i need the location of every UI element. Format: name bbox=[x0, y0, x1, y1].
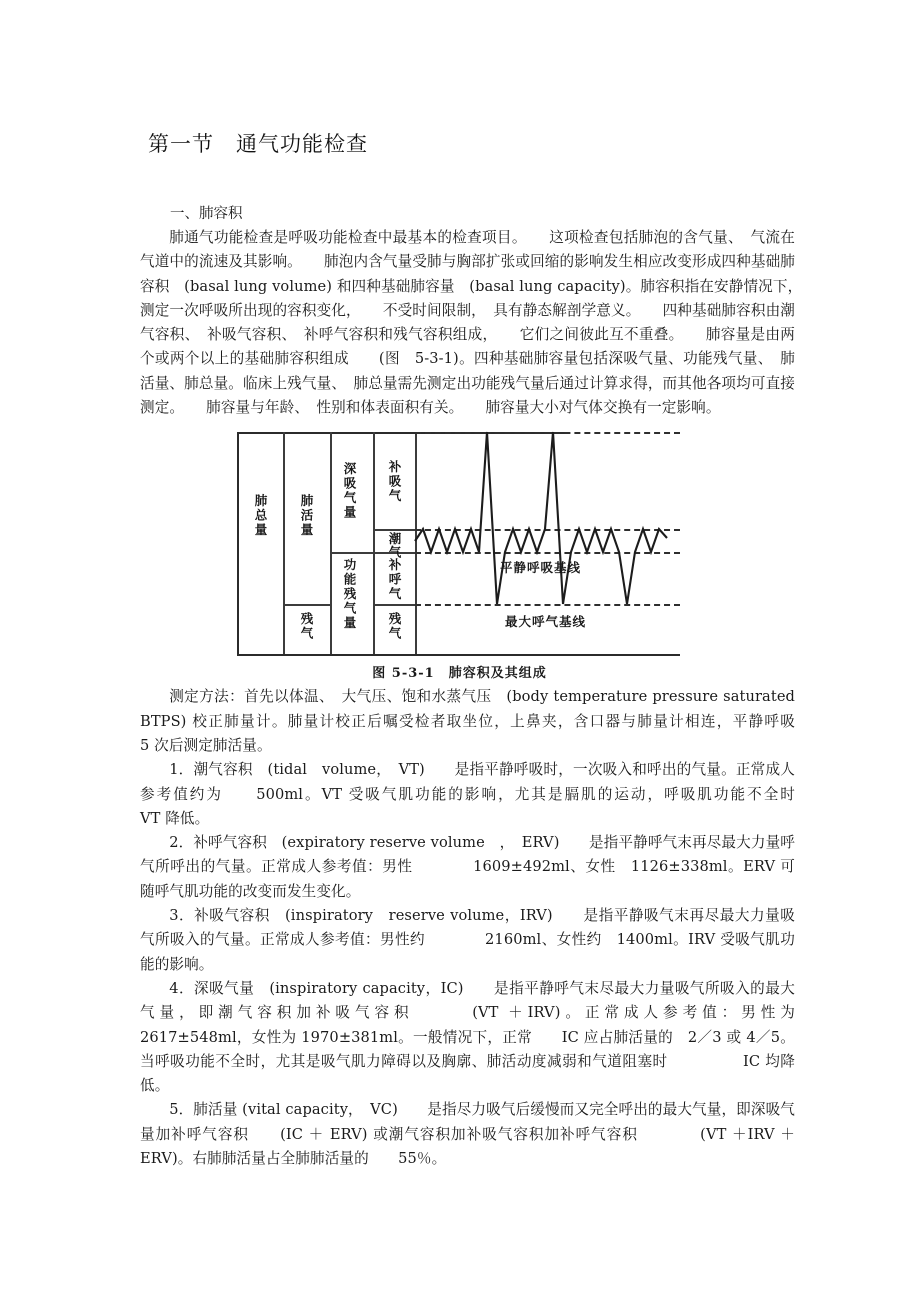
label-expiratory-reserve: 补呼气 bbox=[387, 558, 402, 602]
label-residual-volume-col4: 残气 bbox=[387, 612, 402, 642]
paragraph-item-3: 3．补吸气容积 (inspiratory reserve volume，IRV) 是指平静吸气末再尽最大力量吸气所吸入的气量。正常成人参考值：男性约 2160ml、女性约 1400ml。IRV 受吸气肌功能的影响。 bbox=[140, 907, 795, 973]
label-residual-volume-col2: 残气 bbox=[299, 612, 314, 642]
page-title: 第一节 通气功能检查 bbox=[148, 132, 368, 156]
label-total-lung-capacity: 肺总量 bbox=[253, 494, 268, 538]
figure-frame bbox=[237, 428, 682, 660]
paragraph-item-4: 4．深吸气量 (inspiratory capacity，IC) 是指平静呼气末尽最大力量吸气所吸入的最大气量，即潮气容积加补吸气容积 (VT ＋IRV)。正常成人参考值：男性为 2617±548ml，女性为 1970±381ml。一般情况下，正常 IC 应占肺活量的 2／3 或 4／5。当呼吸功能不全时，尤其是吸气肌力障碍以及胸廓、肺活动度减弱和气道阻塞时 IC 均降低。 bbox=[140, 979, 840, 1095]
paragraph-item-1: 1．潮气容积 (tidal volume， VT) 是指平静呼吸时，一次吸入和呼出的气量。正常成人参考值约为 500ml。VT 受吸气肌功能的影响，尤其是膈肌的运动，呼吸肌功能不全时 VT 降低。 bbox=[140, 761, 884, 827]
label-functional-residual-capacity: 功能残气量 bbox=[342, 558, 357, 631]
paragraph-item-2: 2．补呼气容积 (expiratory reserve volume ， ERV) 是指平静呼气末再尽最大力量呼气所呼出的气量。正常成人参考值：男性 1609±492ml、女性 1126±338ml。ERV 可随呼气肌功能的改变而发生变化。 bbox=[140, 834, 795, 900]
paragraph-intro: 肺通气功能检查是呼吸功能检查中最基本的检查项目。 这项检查包括肺泡的含气量、 气流在气道中的流速及其影响。 肺泡内含气量受肺与胸部扩张或回缩的影响发生相应改变形成四种基础肺容积 (basal lung volume) 和四种基础肺容量 (basal lung capacity)。肺容积指在安静情况下， 测定一次呼吸所出现的容积变化， 不受时间限制， 具有静态解剖学意义。 四种基础肺容积由潮气容积、 补吸气容积、 补呼气容积和残气容积组成， 它们之间彼此互不重叠。 肺容量是由两个或两个以上的基础肺容积组成 (图 5-3-1)。四种基础肺容量包括深吸气量、功能残气量、 肺活量、肺总量。临床上残气量、 肺总量需先测定出功能残气量后通过计算求得，而其他各项均可直接测定。 肺容量与年龄、 性别和体表面积有关。 肺容量大小对气体交换有一定影响。 bbox=[140, 229, 810, 417]
label-inspiratory-reserve: 补吸气 bbox=[387, 460, 402, 504]
paragraph-method: 测定方法：首先以体温、 大气压、饱和水蒸气压 (body temperature pressure saturated BTPS) 校正肺量计。肺量计校正后嘱受检者取坐位，上鼻夹，含口器与肺量计相连，平静呼吸 5 次后测定肺活量。 bbox=[140, 688, 869, 754]
spirogram-trace bbox=[237, 428, 682, 660]
label-maximal-expiration-baseline: 最大呼气基线 bbox=[505, 614, 587, 630]
label-tidal-volume: 潮气 bbox=[387, 532, 402, 560]
paragraph-item-5: 5．肺活量 (vital capacity， VC) 是指尽力吸气后缓慢而又完全呼出的最大气量，即深吸气量加补呼气容积 (IC ＋ ERV) 或潮气容积加补吸气容积加补呼气容积 (VT ＋IRV ＋ ERV)。右肺肺活量占全肺肺活量的 55％。 bbox=[140, 1101, 795, 1168]
figure-caption: 图 5-3-1 肺容积及其组成 bbox=[372, 666, 547, 682]
label-inspiratory-capacity: 深吸气量 bbox=[342, 462, 357, 521]
figure-canvas bbox=[237, 428, 682, 660]
section-heading: 一、肺容积 bbox=[170, 206, 243, 222]
label-quiet-breathing-baseline: 平静呼吸基线 bbox=[500, 560, 582, 576]
document-content bbox=[140, 128, 884, 1171]
label-vital-capacity: 肺活量 bbox=[299, 494, 314, 538]
figure-lung-volumes bbox=[140, 428, 795, 681]
